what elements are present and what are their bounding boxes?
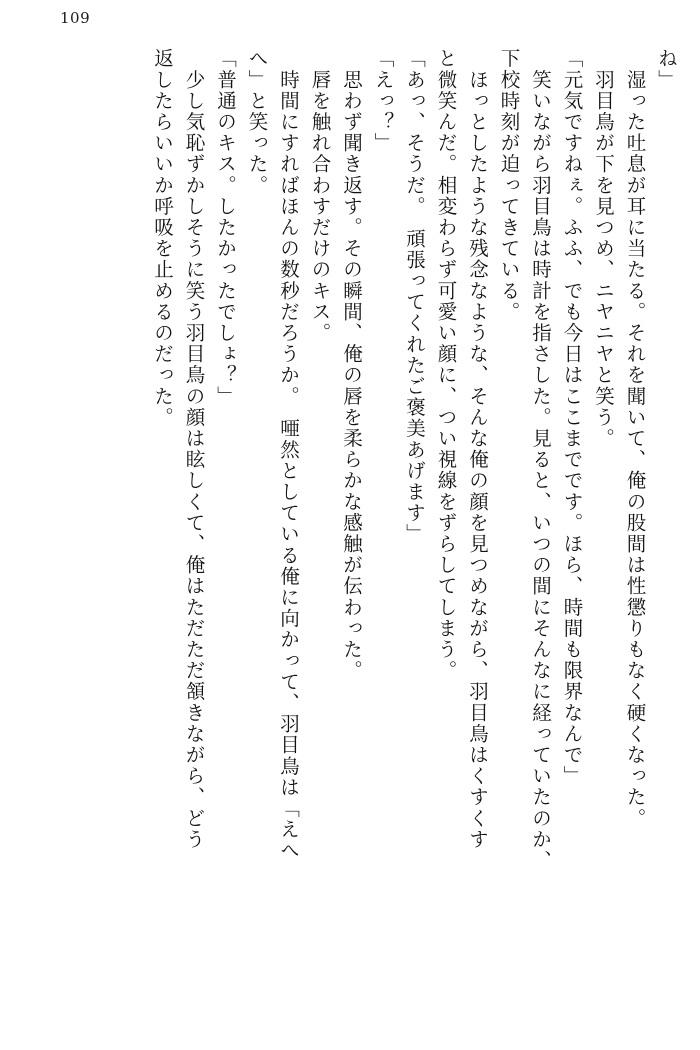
- text-line: 羽目鳥が下を見つめ、ニヤニヤと笑う。: [592, 48, 615, 449]
- text-line: と微笑んだ。相変わらず可愛い顔に、つい視線をずらしてしまう。: [434, 48, 458, 681]
- text-line: 「元気ですねぇ。ふふ、でも今日はここまでです。ほら、時間も限界なんで」: [560, 48, 584, 787]
- text-line: 「普通のキス。したかったでしょ？」: [214, 48, 237, 407]
- text-line: ね」: [655, 48, 678, 91]
- text-line: 下校時刻が迫ってきている。: [497, 48, 521, 323]
- text-line: 思わず聞き返す。その瞬間、俺の唇を柔らかな感触が伝わった。: [340, 48, 363, 681]
- text-line: 「あっ、そうだ。 頑張ってくれたご褒美あげます」: [403, 48, 426, 545]
- text-line: 少し気恥ずかしそうに笑う羽目鳥の顔は眩しくて、俺はただただ頷きながら、どう: [182, 48, 206, 850]
- text-line: 返したらいいか呼吸を止めるのだった。: [151, 48, 174, 428]
- text-line: 唇を触れ合わすだけのキス。: [308, 48, 332, 344]
- text-line: ほっとしたような残念なような、そんな俺の顔を見つめながら、羽目鳥はくすくす: [466, 48, 489, 850]
- vertical-text-body: [28, 48, 676, 1008]
- text-line: 「えっ？」: [371, 48, 395, 154]
- text-line: 時間にすればほんの数秒だろうか。 唖然としている俺に向かって、羽目鳥は「えへ: [277, 48, 300, 862]
- text-line: 笑いながら羽目鳥は時計を指さした。見ると、いつの間にそんなに経っていたのか、: [529, 48, 552, 871]
- text-line: 湿った吐息が耳に当たる。それを聞いて、俺の股間は性懲りもなく硬くなった。: [623, 48, 647, 829]
- page-number: 109: [60, 9, 91, 27]
- text-line: へ」と笑った。: [245, 48, 269, 196]
